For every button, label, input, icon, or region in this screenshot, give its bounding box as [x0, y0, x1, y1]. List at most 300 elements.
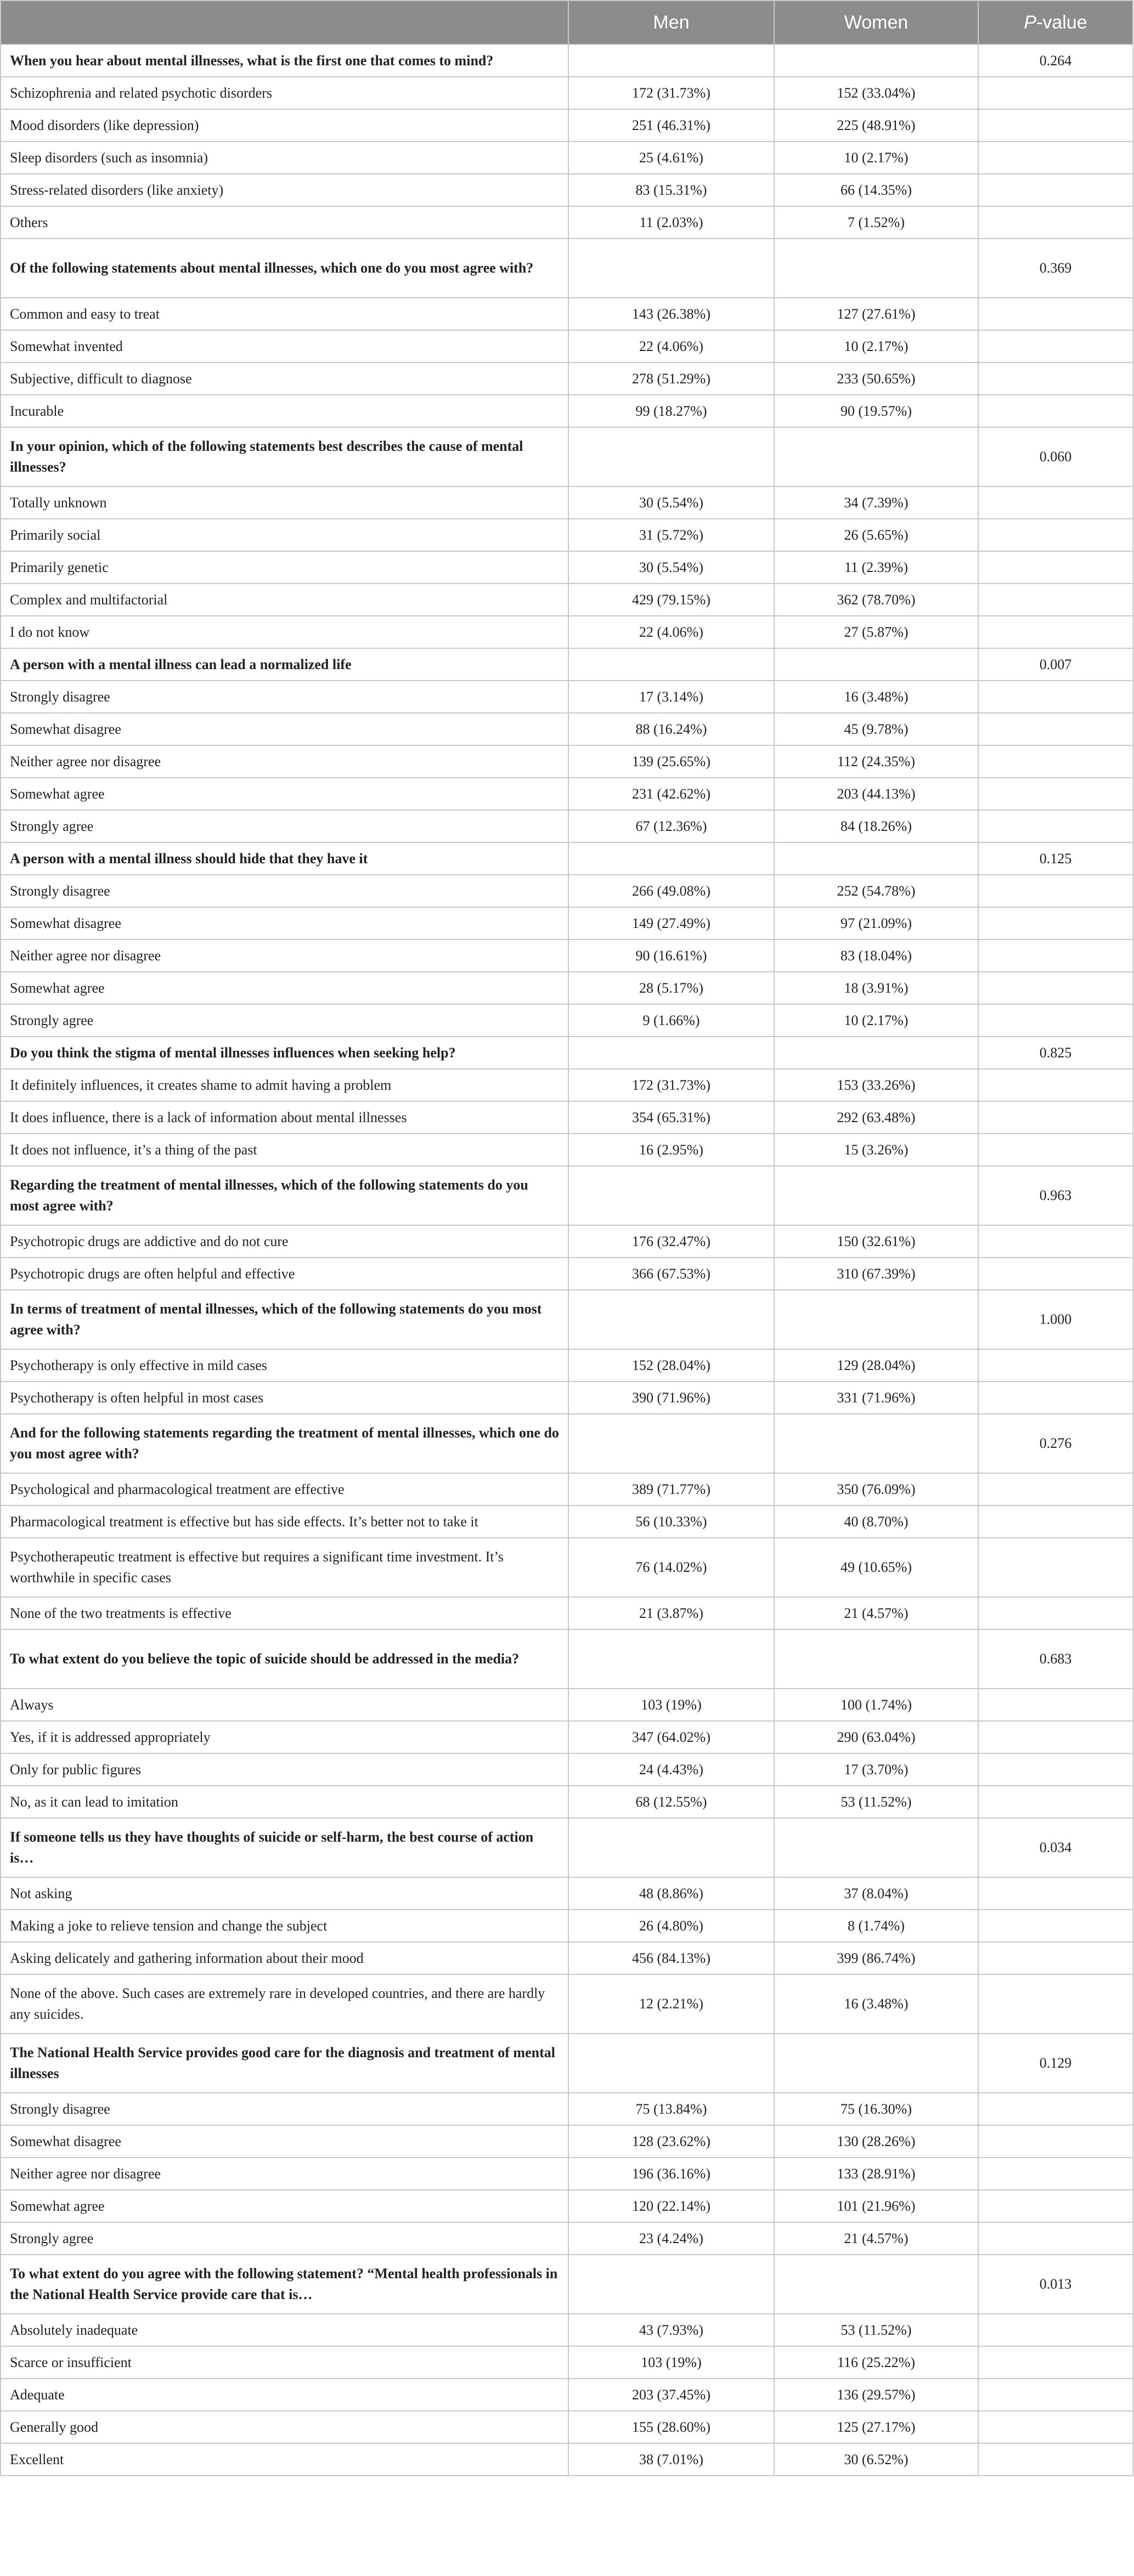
row-label: Psychotherapy is often helpful in most cases	[1, 1382, 568, 1414]
p-value	[978, 1538, 1133, 1597]
women-value: 17 (3.70%)	[774, 1753, 978, 1786]
men-value	[568, 1629, 774, 1689]
women-value	[774, 44, 978, 77]
men-value	[568, 1166, 774, 1225]
p-value	[978, 395, 1133, 427]
answer-row	[1, 2379, 1133, 2411]
row-label: Strongly agree	[1, 1004, 568, 1037]
men-value: 30 (5.54%)	[568, 486, 774, 519]
answer-row	[1, 907, 1133, 939]
p-value	[978, 1349, 1133, 1382]
p-value	[978, 174, 1133, 206]
answer-row	[1, 1349, 1133, 1382]
women-value: 97 (21.09%)	[774, 907, 978, 939]
women-value	[774, 1166, 978, 1225]
women-value: 18 (3.91%)	[774, 972, 978, 1004]
row-label: Somewhat invented	[1, 330, 568, 363]
women-value: 252 (54.78%)	[774, 875, 978, 907]
row-label: Psychotherapy is only effective in mild cases	[1, 1349, 568, 1382]
p-suffix: -value	[1036, 12, 1087, 33]
men-value: 25 (4.61%)	[568, 141, 774, 174]
p-value	[978, 939, 1133, 972]
p-value: 0.264	[978, 44, 1133, 77]
women-value: 136 (29.57%)	[774, 2379, 978, 2411]
men-value: 56 (10.33%)	[568, 1505, 774, 1538]
p-value	[978, 2222, 1133, 2255]
row-label: In terms of treatment of mental illnesses, which of the following statements do you most agree with?	[1, 1290, 568, 1349]
women-value: 350 (76.09%)	[774, 1473, 978, 1505]
men-value: 67 (12.36%)	[568, 810, 774, 842]
women-value: 90 (19.57%)	[774, 395, 978, 427]
p-value	[978, 1721, 1133, 1753]
women-value: 10 (2.17%)	[774, 330, 978, 363]
answer-row	[1, 713, 1133, 745]
men-value: 155 (28.60%)	[568, 2411, 774, 2443]
men-value: 22 (4.06%)	[568, 616, 774, 648]
p-value	[978, 1689, 1133, 1721]
p-value	[978, 1942, 1133, 1974]
row-label: Somewhat agree	[1, 2190, 568, 2222]
women-value: 292 (63.48%)	[774, 1101, 978, 1134]
women-value	[774, 1290, 978, 1349]
men-value: 429 (79.15%)	[568, 584, 774, 616]
answer-row	[1, 1974, 1133, 2034]
answer-row	[1, 1069, 1133, 1101]
p-value	[978, 1225, 1133, 1258]
p-value	[978, 206, 1133, 239]
men-value	[568, 648, 774, 681]
p-value	[978, 330, 1133, 363]
answer-row	[1, 486, 1133, 519]
answer-row	[1, 1225, 1133, 1258]
header-item	[1, 1, 568, 44]
men-value: 128 (23.62%)	[568, 2125, 774, 2158]
answer-row	[1, 141, 1133, 174]
answer-row	[1, 584, 1133, 616]
men-value: 278 (51.29%)	[568, 363, 774, 395]
answer-row	[1, 778, 1133, 810]
women-value: 45 (9.78%)	[774, 713, 978, 745]
answer-row	[1, 330, 1133, 363]
answer-row	[1, 174, 1133, 206]
men-value	[568, 2255, 774, 2314]
question-row	[1, 1818, 1133, 1877]
row-label: Excellent	[1, 2443, 568, 2476]
p-value	[978, 141, 1133, 174]
men-value: 366 (67.53%)	[568, 1258, 774, 1290]
row-label: Somewhat disagree	[1, 907, 568, 939]
p-value	[978, 810, 1133, 842]
p-letter: P	[1024, 12, 1037, 33]
answer-row	[1, 2443, 1133, 2476]
row-label: None of the above. Such cases are extremely rare in developed countries, and there are hardly any suicides.	[1, 1974, 568, 2034]
men-value: 43 (7.93%)	[568, 2314, 774, 2346]
women-value: 16 (3.48%)	[774, 681, 978, 713]
p-value	[978, 1910, 1133, 1942]
p-value	[978, 2443, 1133, 2476]
women-value: 37 (8.04%)	[774, 1877, 978, 1910]
men-value	[568, 44, 774, 77]
row-label: Subjective, difficult to diagnose	[1, 363, 568, 395]
question-row	[1, 648, 1133, 681]
table-body	[1, 44, 1133, 2476]
women-value: 49 (10.65%)	[774, 1538, 978, 1597]
answer-row	[1, 2222, 1133, 2255]
men-value: 76 (14.02%)	[568, 1538, 774, 1597]
answer-row	[1, 745, 1133, 778]
p-value: 0.060	[978, 427, 1133, 486]
p-value: 0.683	[978, 1629, 1133, 1689]
header-men: Men	[568, 1, 774, 44]
p-value	[978, 1877, 1133, 1910]
p-value	[978, 2314, 1133, 2346]
women-value: 150 (32.61%)	[774, 1225, 978, 1258]
row-label: Making a joke to relieve tension and change the subject	[1, 1910, 568, 1942]
men-value	[568, 427, 774, 486]
men-value: 139 (25.65%)	[568, 745, 774, 778]
p-value	[978, 1597, 1133, 1629]
p-value	[978, 745, 1133, 778]
p-value	[978, 1258, 1133, 1290]
answer-row	[1, 1753, 1133, 1786]
p-value	[978, 486, 1133, 519]
men-value: 149 (27.49%)	[568, 907, 774, 939]
p-value	[978, 2411, 1133, 2443]
answer-row	[1, 2411, 1133, 2443]
women-value: 83 (18.04%)	[774, 939, 978, 972]
men-value: 354 (65.31%)	[568, 1101, 774, 1134]
men-value	[568, 239, 774, 298]
men-value: 48 (8.86%)	[568, 1877, 774, 1910]
men-value: 196 (36.16%)	[568, 2158, 774, 2190]
answer-row	[1, 2314, 1133, 2346]
p-value	[978, 551, 1133, 584]
women-value: 27 (5.87%)	[774, 616, 978, 648]
p-value	[978, 2158, 1133, 2190]
p-value: 0.125	[978, 842, 1133, 875]
p-value	[978, 1473, 1133, 1505]
row-label: Primarily genetic	[1, 551, 568, 584]
men-value: 152 (28.04%)	[568, 1349, 774, 1382]
women-value	[774, 239, 978, 298]
men-value	[568, 1290, 774, 1349]
men-value: 68 (12.55%)	[568, 1786, 774, 1818]
men-value: 28 (5.17%)	[568, 972, 774, 1004]
answer-row	[1, 875, 1133, 907]
row-label: Psychological and pharmacological treatment are effective	[1, 1473, 568, 1505]
women-value: 112 (24.35%)	[774, 745, 978, 778]
answer-row	[1, 1538, 1133, 1597]
p-value: 0.007	[978, 648, 1133, 681]
men-value: 143 (26.38%)	[568, 298, 774, 330]
men-value: 456 (84.13%)	[568, 1942, 774, 1974]
p-value	[978, 1004, 1133, 1037]
women-value	[774, 842, 978, 875]
row-label: Complex and multifactorial	[1, 584, 568, 616]
row-label: Somewhat disagree	[1, 2125, 568, 2158]
men-value: 21 (3.87%)	[568, 1597, 774, 1629]
women-value: 21 (4.57%)	[774, 1597, 978, 1629]
answer-row	[1, 77, 1133, 109]
p-value	[978, 584, 1133, 616]
question-row	[1, 1037, 1133, 1069]
women-value: 75 (16.30%)	[774, 2093, 978, 2125]
row-label: Regarding the treatment of mental illnesses, which of the following statements do you most agree with?	[1, 1166, 568, 1225]
men-value	[568, 1414, 774, 1473]
men-value: 103 (19%)	[568, 2346, 774, 2379]
answer-row	[1, 2158, 1133, 2190]
answer-row	[1, 109, 1133, 141]
answer-row	[1, 1721, 1133, 1753]
women-value: 130 (28.26%)	[774, 2125, 978, 2158]
question-row	[1, 427, 1133, 486]
row-label: Neither agree nor disagree	[1, 2158, 568, 2190]
row-label: Strongly disagree	[1, 2093, 568, 2125]
answer-row	[1, 363, 1133, 395]
p-value	[978, 907, 1133, 939]
row-label: Do you think the stigma of mental illnesses influences when seeking help?	[1, 1037, 568, 1069]
women-value: 153 (33.26%)	[774, 1069, 978, 1101]
men-value: 9 (1.66%)	[568, 1004, 774, 1037]
row-label: Schizophrenia and related psychotic disorders	[1, 77, 568, 109]
row-label: Neither agree nor disagree	[1, 939, 568, 972]
women-value: 203 (44.13%)	[774, 778, 978, 810]
women-value: 133 (28.91%)	[774, 2158, 978, 2190]
men-value: 31 (5.72%)	[568, 519, 774, 551]
men-value: 172 (31.73%)	[568, 1069, 774, 1101]
row-label: Always	[1, 1689, 568, 1721]
p-value	[978, 1786, 1133, 1818]
women-value: 225 (48.91%)	[774, 109, 978, 141]
women-value: 11 (2.39%)	[774, 551, 978, 584]
answer-row	[1, 2190, 1133, 2222]
answer-row	[1, 1101, 1133, 1134]
women-value: 10 (2.17%)	[774, 141, 978, 174]
p-value	[978, 2346, 1133, 2379]
p-value	[978, 363, 1133, 395]
p-value: 0.276	[978, 1414, 1133, 1473]
row-label: Not asking	[1, 1877, 568, 1910]
women-value: 125 (27.17%)	[774, 2411, 978, 2443]
row-label: To what extent do you agree with the following statement? “Mental health professionals in the National Health Service provide care that is…	[1, 2255, 568, 2314]
women-value	[774, 1629, 978, 1689]
p-value	[978, 1382, 1133, 1414]
row-label: Neither agree nor disagree	[1, 745, 568, 778]
row-label: It definitely influences, it creates shame to admit having a problem	[1, 1069, 568, 1101]
row-label: In your opinion, which of the following statements best describes the cause of mental illnesses?	[1, 427, 568, 486]
women-value: 30 (6.52%)	[774, 2443, 978, 2476]
men-value	[568, 1818, 774, 1877]
women-value: 399 (86.74%)	[774, 1942, 978, 1974]
answer-row	[1, 2346, 1133, 2379]
answer-row	[1, 1689, 1133, 1721]
row-label: To what extent do you believe the topic of suicide should be addressed in the media?	[1, 1629, 568, 1689]
row-label: Primarily social	[1, 519, 568, 551]
question-row	[1, 44, 1133, 77]
women-value: 127 (27.61%)	[774, 298, 978, 330]
p-value	[978, 1069, 1133, 1101]
men-value: 24 (4.43%)	[568, 1753, 774, 1786]
women-value: 53 (11.52%)	[774, 2314, 978, 2346]
women-value	[774, 648, 978, 681]
row-label: No, as it can lead to imitation	[1, 1786, 568, 1818]
row-label: Pharmacological treatment is effective but has side effects. It’s better not to take it	[1, 1505, 568, 1538]
p-value: 1.000	[978, 1290, 1133, 1349]
answer-row	[1, 1786, 1133, 1818]
women-value: 100 (1.74%)	[774, 1689, 978, 1721]
men-value: 390 (71.96%)	[568, 1382, 774, 1414]
p-value: 0.825	[978, 1037, 1133, 1069]
question-row	[1, 1629, 1133, 1689]
row-label: Psychotherapeutic treatment is effective but requires a significant time investment. It’s worthwhile in specific cases	[1, 1538, 568, 1597]
women-value	[774, 1818, 978, 1877]
answer-row	[1, 972, 1133, 1004]
men-value: 172 (31.73%)	[568, 77, 774, 109]
p-value	[978, 1753, 1133, 1786]
women-value: 7 (1.52%)	[774, 206, 978, 239]
answer-row	[1, 551, 1133, 584]
men-value: 12 (2.21%)	[568, 1974, 774, 2034]
answer-row	[1, 1382, 1133, 1414]
women-value	[774, 1037, 978, 1069]
question-row	[1, 842, 1133, 875]
question-row	[1, 1414, 1133, 1473]
men-value: 23 (4.24%)	[568, 2222, 774, 2255]
row-label: Totally unknown	[1, 486, 568, 519]
answer-row	[1, 681, 1133, 713]
women-value: 53 (11.52%)	[774, 1786, 978, 1818]
answer-row	[1, 810, 1133, 842]
men-value: 347 (64.02%)	[568, 1721, 774, 1753]
answer-row	[1, 1910, 1133, 1942]
row-label: Of the following statements about mental illnesses, which one do you most agree with?	[1, 239, 568, 298]
women-value: 84 (18.26%)	[774, 810, 978, 842]
row-label: Asking delicately and gathering information about their mood	[1, 1942, 568, 1974]
row-label: I do not know	[1, 616, 568, 648]
row-label: Generally good	[1, 2411, 568, 2443]
men-value: 11 (2.03%)	[568, 206, 774, 239]
answer-row	[1, 519, 1133, 551]
p-value: 0.013	[978, 2255, 1133, 2314]
p-value	[978, 681, 1133, 713]
women-value: 116 (25.22%)	[774, 2346, 978, 2379]
row-label: When you hear about mental illnesses, what is the first one that comes to mind?	[1, 44, 568, 77]
p-value: 0.963	[978, 1166, 1133, 1225]
answer-row	[1, 2093, 1133, 2125]
men-value: 17 (3.14%)	[568, 681, 774, 713]
answer-row	[1, 298, 1133, 330]
row-label: None of the two treatments is effective	[1, 1597, 568, 1629]
women-value: 40 (8.70%)	[774, 1505, 978, 1538]
women-value: 233 (50.65%)	[774, 363, 978, 395]
answer-row	[1, 616, 1133, 648]
p-value	[978, 2379, 1133, 2411]
row-label: Somewhat disagree	[1, 713, 568, 745]
women-value: 101 (21.96%)	[774, 2190, 978, 2222]
row-label: Absolutely inadequate	[1, 2314, 568, 2346]
row-label: Yes, if it is addressed appropriately	[1, 1721, 568, 1753]
p-value	[978, 972, 1133, 1004]
table-header	[1, 1, 1133, 44]
p-value	[978, 2190, 1133, 2222]
row-label: If someone tells us they have thoughts of suicide or self-harm, the best course of action is…	[1, 1818, 568, 1877]
answer-row	[1, 1597, 1133, 1629]
answer-row	[1, 1942, 1133, 1974]
row-label: Only for public figures	[1, 1753, 568, 1786]
answer-row	[1, 395, 1133, 427]
p-value	[978, 713, 1133, 745]
header-women: Women	[774, 1, 978, 44]
p-value	[978, 1505, 1133, 1538]
women-value: 331 (71.96%)	[774, 1382, 978, 1414]
women-value: 15 (3.26%)	[774, 1134, 978, 1166]
answer-row	[1, 1134, 1133, 1166]
question-row	[1, 2034, 1133, 2093]
row-label: Others	[1, 206, 568, 239]
women-value: 66 (14.35%)	[774, 174, 978, 206]
women-value: 26 (5.65%)	[774, 519, 978, 551]
women-value: 152 (33.04%)	[774, 77, 978, 109]
men-value	[568, 1037, 774, 1069]
answer-row	[1, 1473, 1133, 1505]
women-value	[774, 2034, 978, 2093]
men-value: 88 (16.24%)	[568, 713, 774, 745]
men-value: 26 (4.80%)	[568, 1910, 774, 1942]
answer-row	[1, 1505, 1133, 1538]
p-value	[978, 1134, 1133, 1166]
p-value: 0.369	[978, 239, 1133, 298]
men-value	[568, 2034, 774, 2093]
row-label: Sleep disorders (such as insomnia)	[1, 141, 568, 174]
row-label: Mood disorders (like depression)	[1, 109, 568, 141]
question-row	[1, 1290, 1133, 1349]
men-value: 22 (4.06%)	[568, 330, 774, 363]
row-label: Somewhat agree	[1, 778, 568, 810]
p-value	[978, 875, 1133, 907]
row-label: Common and easy to treat	[1, 298, 568, 330]
p-value	[978, 1101, 1133, 1134]
row-label: It does influence, there is a lack of information about mental illnesses	[1, 1101, 568, 1134]
row-label: A person with a mental illness should hide that they have it	[1, 842, 568, 875]
row-label: Psychotropic drugs are often helpful and effective	[1, 1258, 568, 1290]
women-value	[774, 427, 978, 486]
men-value: 16 (2.95%)	[568, 1134, 774, 1166]
women-value: 8 (1.74%)	[774, 1910, 978, 1942]
row-label: Somewhat agree	[1, 972, 568, 1004]
row-label: Strongly agree	[1, 2222, 568, 2255]
men-value: 231 (42.62%)	[568, 778, 774, 810]
women-value: 129 (28.04%)	[774, 1349, 978, 1382]
women-value: 16 (3.48%)	[774, 1974, 978, 2034]
p-value	[978, 298, 1133, 330]
men-value: 176 (32.47%)	[568, 1225, 774, 1258]
row-label: And for the following statements regarding the treatment of mental illnesses, which one do you most agree with?	[1, 1414, 568, 1473]
header-p-value	[978, 1, 1133, 44]
p-value	[978, 2125, 1133, 2158]
row-label: Psychotropic drugs are addictive and do not cure	[1, 1225, 568, 1258]
header-row	[1, 1, 1133, 44]
answer-row	[1, 206, 1133, 239]
men-value: 203 (37.45%)	[568, 2379, 774, 2411]
p-value	[978, 2093, 1133, 2125]
men-value: 120 (22.14%)	[568, 2190, 774, 2222]
men-value	[568, 842, 774, 875]
women-value	[774, 1414, 978, 1473]
men-value: 75 (13.84%)	[568, 2093, 774, 2125]
answer-row	[1, 939, 1133, 972]
women-value: 21 (4.57%)	[774, 2222, 978, 2255]
women-value: 290 (63.04%)	[774, 1721, 978, 1753]
